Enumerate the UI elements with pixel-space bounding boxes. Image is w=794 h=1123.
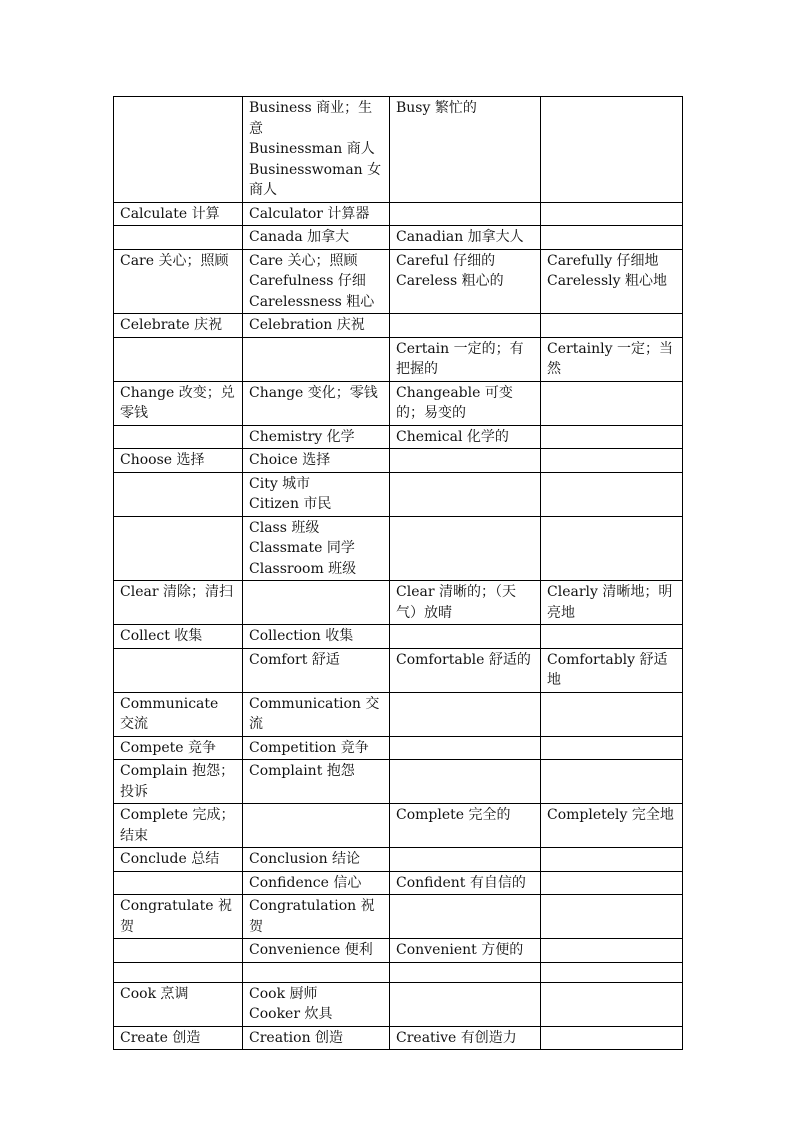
adverb-cell [541, 848, 683, 872]
word-entry: Carefully 仔细地 [547, 252, 659, 269]
noun-cell [243, 871, 390, 895]
word-entry: Confident 有自信的 [396, 874, 526, 891]
noun-cell [243, 760, 390, 804]
word-entry: Calculator 计算器 [249, 205, 370, 222]
adverb-cell [541, 425, 683, 449]
word-entry: Change 改变；兑零钱 [120, 384, 235, 421]
verb-cell [114, 982, 243, 1026]
table-row [114, 472, 683, 516]
adjective-cell [390, 381, 541, 425]
noun-cell [243, 736, 390, 760]
word-family-table-body [114, 97, 683, 1050]
adjective-cell [390, 625, 541, 649]
verb-cell [114, 625, 243, 649]
verb-cell [114, 516, 243, 581]
word-entry: Collection 收集 [249, 628, 354, 644]
word-entry: Complaint 抱怨 [249, 763, 355, 779]
word-entry: Chemical 化学的 [396, 428, 509, 445]
noun-cell [243, 97, 390, 203]
adverb-cell [541, 736, 683, 760]
adverb-cell [541, 1026, 683, 1050]
table-row [114, 314, 683, 338]
word-entry: Congratulation 祝贺 [249, 898, 375, 935]
noun-cell [243, 425, 390, 449]
word-entry: Canadian 加拿大人 [396, 229, 524, 245]
verb-cell [114, 449, 243, 473]
word-entry: Classroom 班级 [249, 560, 357, 577]
table-row [114, 871, 683, 895]
word-entry: Change 变化；零钱 [249, 384, 378, 401]
noun-cell [243, 581, 390, 625]
adverb-cell [541, 982, 683, 1026]
verb-cell [114, 472, 243, 516]
adjective-cell [390, 449, 541, 473]
verb-cell [114, 648, 243, 692]
verb-cell [114, 804, 243, 848]
verb-cell [114, 581, 243, 625]
table-row [114, 848, 683, 872]
word-family-table [113, 96, 683, 1050]
adverb-cell [541, 249, 683, 314]
noun-cell [243, 249, 390, 314]
word-entry: Business 商业；生意 [249, 100, 373, 137]
word-entry: Celebration 庆祝 [249, 317, 365, 333]
verb-cell [114, 226, 243, 250]
verb-cell [114, 249, 243, 314]
noun-cell [243, 939, 390, 963]
adjective-cell [390, 692, 541, 736]
word-entry: Businesswoman 女商人 [249, 161, 382, 198]
adjective-cell [390, 249, 541, 314]
word-entry: Create 创造 [120, 1029, 201, 1046]
word-entry: Careful 仔细的 [396, 252, 496, 269]
word-entry: Cooker 炊具 [249, 1006, 333, 1022]
word-entry: Choice 选择 [249, 452, 331, 468]
adverb-cell [541, 871, 683, 895]
noun-cell [243, 1026, 390, 1050]
word-entry: Carelessly 粗心地 [547, 273, 668, 289]
verb-cell [114, 1026, 243, 1050]
noun-cell [243, 804, 390, 848]
adverb-cell [541, 895, 683, 939]
verb-cell [114, 692, 243, 736]
word-entry: Creative 有创造力 [396, 1029, 517, 1046]
adjective-cell [390, 871, 541, 895]
adjective-cell [390, 337, 541, 381]
noun-cell [243, 337, 390, 381]
table-row [114, 516, 683, 581]
word-entry: Care 关心；照顾 [249, 252, 358, 269]
table-row [114, 736, 683, 760]
adjective-cell [390, 939, 541, 963]
adjective-cell [390, 516, 541, 581]
word-entry: Certainly 一定；当然 [547, 340, 673, 377]
verb-cell [114, 848, 243, 872]
verb-cell [114, 760, 243, 804]
noun-cell [243, 226, 390, 250]
table-row [114, 804, 683, 848]
adverb-cell [541, 381, 683, 425]
verb-cell [114, 381, 243, 425]
word-entry: Comfort 舒适 [249, 651, 340, 668]
adverb-cell [541, 97, 683, 203]
word-entry: Convenient 方便的 [396, 942, 524, 958]
word-entry: Careless 粗心的 [396, 273, 504, 289]
table-row [114, 337, 683, 381]
noun-cell [243, 449, 390, 473]
verb-cell [114, 97, 243, 203]
table-row [114, 760, 683, 804]
word-entry: Complete 完全的 [396, 807, 511, 823]
word-entry: Compete 竞争 [120, 739, 217, 756]
adverb-cell [541, 226, 683, 250]
verb-cell [114, 202, 243, 226]
adjective-cell [390, 982, 541, 1026]
word-entry: Canada 加拿大 [249, 229, 350, 245]
table-row [114, 249, 683, 314]
adjective-cell [390, 804, 541, 848]
adverb-cell [541, 692, 683, 736]
verb-cell [114, 895, 243, 939]
word-entry: Confidence 信心 [249, 874, 362, 891]
verb-cell [114, 314, 243, 338]
verb-cell [114, 962, 243, 982]
table-row [114, 97, 683, 203]
noun-cell [243, 848, 390, 872]
verb-cell [114, 736, 243, 760]
adverb-cell [541, 449, 683, 473]
table-row [114, 226, 683, 250]
word-entry: Communicate 交流 [120, 695, 219, 732]
table-row [114, 449, 683, 473]
word-entry: Creation 创造 [249, 1029, 344, 1046]
table-row [114, 939, 683, 963]
adverb-cell [541, 472, 683, 516]
word-entry: Cook 厨师 [249, 985, 318, 1002]
word-entry: Completely 完全地 [547, 807, 674, 823]
adjective-cell [390, 760, 541, 804]
table-row [114, 381, 683, 425]
word-entry: City 城市 [249, 475, 311, 492]
adverb-cell [541, 337, 683, 381]
word-entry: Calculate 计算 [120, 205, 220, 222]
word-entry: Chemistry 化学 [249, 428, 355, 445]
word-entry: Communication 交流 [249, 695, 380, 732]
adjective-cell [390, 848, 541, 872]
adjective-cell [390, 97, 541, 203]
table-row [114, 982, 683, 1026]
adverb-cell [541, 314, 683, 338]
word-entry: Clearly 清晰地；明亮地 [547, 584, 673, 621]
word-entry: Class 班级 [249, 519, 320, 536]
word-entry: Complain 抱怨；投诉 [120, 763, 235, 800]
adjective-cell [390, 962, 541, 982]
table-row [114, 1026, 683, 1050]
noun-cell [243, 202, 390, 226]
word-entry: Citizen 市民 [249, 496, 332, 512]
verb-cell [114, 939, 243, 963]
adjective-cell [390, 648, 541, 692]
table-row [114, 895, 683, 939]
adverb-cell [541, 625, 683, 649]
word-entry: Businessman 商人 [249, 141, 375, 157]
noun-cell [243, 895, 390, 939]
table-row [114, 425, 683, 449]
word-entry: Conclusion 结论 [249, 851, 361, 867]
table-row [114, 962, 683, 982]
word-entry: Carelessness 粗心 [249, 293, 375, 310]
adverb-cell [541, 648, 683, 692]
word-entry: Complete 完成；结束 [120, 807, 235, 844]
noun-cell [243, 516, 390, 581]
table-row [114, 202, 683, 226]
word-entry: Conclude 总结 [120, 851, 220, 867]
adjective-cell [390, 472, 541, 516]
adverb-cell [541, 939, 683, 963]
word-entry: Congratulate 祝贺 [120, 898, 232, 935]
adjective-cell [390, 895, 541, 939]
word-entry: Choose 选择 [120, 452, 205, 468]
adverb-cell [541, 581, 683, 625]
noun-cell [243, 648, 390, 692]
word-entry: Carefulness 仔细 [249, 273, 366, 289]
adjective-cell [390, 425, 541, 449]
noun-cell [243, 982, 390, 1026]
word-entry: Convenience 便利 [249, 942, 373, 958]
table-row [114, 648, 683, 692]
table-row [114, 625, 683, 649]
noun-cell [243, 692, 390, 736]
adjective-cell [390, 581, 541, 625]
word-entry: Cook 烹调 [120, 985, 189, 1002]
word-entry: Clear 清除；清扫 [120, 584, 233, 600]
word-entry: Certain 一定的；有把握的 [396, 340, 524, 377]
word-entry: Changeable 可变的；易变的 [396, 384, 513, 421]
word-entry: Busy 繁忙的 [396, 100, 477, 116]
noun-cell [243, 381, 390, 425]
word-entry: Care 关心；照顾 [120, 252, 229, 269]
word-entry: Classmate 同学 [249, 540, 355, 556]
word-entry: Comfortably 舒适地 [547, 651, 668, 688]
noun-cell [243, 314, 390, 338]
adjective-cell [390, 226, 541, 250]
adjective-cell [390, 314, 541, 338]
word-entry: Comfortable 舒适的 [396, 651, 531, 668]
adverb-cell [541, 202, 683, 226]
word-entry: Celebrate 庆祝 [120, 317, 223, 333]
noun-cell [243, 625, 390, 649]
adjective-cell [390, 202, 541, 226]
table-row [114, 581, 683, 625]
table-row [114, 692, 683, 736]
verb-cell [114, 425, 243, 449]
adverb-cell [541, 962, 683, 982]
verb-cell [114, 337, 243, 381]
word-entry: Collect 收集 [120, 628, 203, 644]
adverb-cell [541, 516, 683, 581]
adjective-cell [390, 736, 541, 760]
adverb-cell [541, 760, 683, 804]
noun-cell [243, 472, 390, 516]
adjective-cell [390, 1026, 541, 1050]
word-entry: Clear 清晰的；（天气）放晴 [396, 584, 516, 621]
noun-cell [243, 962, 390, 982]
adverb-cell [541, 804, 683, 848]
word-entry: Competition 竞争 [249, 739, 369, 756]
verb-cell [114, 871, 243, 895]
